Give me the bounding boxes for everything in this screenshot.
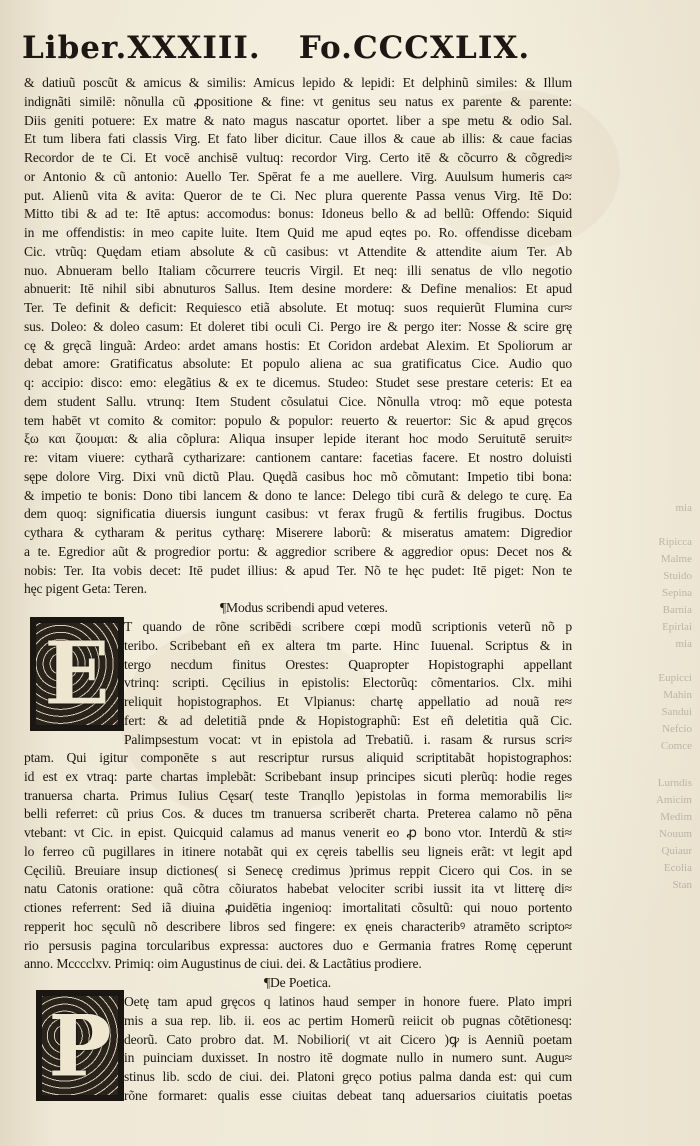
text-line: vtrinq: scripti. Cęcilius in epistolis: Electorũq: cõmentarios. Clx. mihi bbox=[124, 675, 572, 691]
text-line: reliquit hopistographos. Et Vlpianus: chartę appellatio ad nouã re≈ bbox=[124, 694, 572, 709]
text-line: & datiuũ poscũt & amicus & similis: Amicus lepido & lepidi: Et delphinũ similes: & Illum bbox=[24, 75, 572, 90]
text-line: belli referret: cũ prius Cos. & duces tm tranuersa scriberēt charta. Preterea calamo nõ pēna bbox=[24, 806, 572, 822]
text-line: debat amore: Gratificatus absolute: Et populo aliena ac sua gratificatus Cice. Audio quo bbox=[24, 356, 572, 372]
text-line: re: vitam viuere: cytharã cytharizare: cantionem cantare: facetias facere. Et nostro doluisti bbox=[24, 450, 572, 465]
show-through-word: Malme bbox=[660, 553, 692, 565]
text-line: id est ex vtraq: parte chartas implebãt: Scribebant insup principes sicuti plerũq: hodie reges bbox=[24, 768, 572, 784]
text-line: tem habēt vt comito & comitor: populo & populor: reuerto & reuertor: Sic & apud gręcos bbox=[24, 412, 572, 428]
text-block-poetica-indented bbox=[124, 993, 572, 1106]
text-line: sus. Doleo: & doleo casum: Et doleret tibi oculi Ci. Pergo ire & pergo iter: Nosse & scire grę bbox=[24, 318, 572, 334]
text-line: ptam. Qui igitur componēte s aut rescriptur rursus aliquid scriptitabãt hopistographos: bbox=[24, 750, 572, 765]
show-through-word: Stan bbox=[672, 879, 692, 891]
text-line: repperit hoc sęculũ nõ describere libros sed fingere: ex ęneis characteribꝰ atramēto scripto≈ bbox=[24, 918, 572, 934]
text-line: Et tum libera fati classis Virg. Et fato liber dicitur. Caue illos & caue ab illis: & caue facias bbox=[24, 131, 572, 147]
text-line: vtebant: vt Cic. in epist. Quicquid calamus ad manus venerit eo ꝓ bono vtor. Interdũ & sti≈ bbox=[24, 825, 572, 840]
show-through-word: Barnia bbox=[662, 604, 692, 616]
show-through-word: Comce bbox=[660, 740, 692, 752]
text-line: in puinciam duxisset. In nostro itē dogmate nullo in numero sunt. Augu≈ bbox=[124, 1050, 572, 1066]
text-line: Palimpsestum vocat: vt in epistola ad Trebatiũ. i. rasam & rursus scri≈ bbox=[124, 731, 572, 747]
show-through-word: Lurndis bbox=[657, 777, 692, 789]
paragraph-mark-icon: ¶ bbox=[220, 600, 227, 615]
section-modus-scribendi bbox=[24, 599, 572, 618]
show-through-word: mia bbox=[675, 638, 692, 650]
show-through-word: Ecolia bbox=[663, 862, 692, 874]
text-line: tranuersa charta. Primus Iulius Cęsar( teste Tranqllo )epistolas in forma memorabilis li≈ bbox=[24, 787, 572, 803]
show-through-word bbox=[618, 517, 692, 534]
text-line: abnuerit: Itē nihil sibi abnuturos Sallus. Item desine mordere: & Define menalios: Et apud bbox=[24, 281, 572, 297]
text-line: rõne formaret: qualis esse ciuitas debeat tanq aduersarios ciuitatis poetas bbox=[124, 1087, 572, 1103]
initial-letter: P bbox=[48, 996, 112, 1095]
text-line: Cic. vtrũq: Quędam etiam absolute & cũ casibus: vt Attendite & attendite aium Ter. Ab bbox=[24, 243, 572, 259]
text-line: deorũ. Cato probro dat. M. Nobiliori( vt ait Cicero )ꝙ is Aenniũ poetam bbox=[124, 1031, 572, 1047]
text-line: q: accipio: disco: emo: elegãtius & ex te dicemus. Studeo: Studet sese prestare ceteris: Et ea bbox=[24, 375, 572, 390]
text-line: Oetę tam apud gręcos q latinos haud semper in honore fuere. Plato impri bbox=[124, 994, 572, 1009]
text-line: dem quoq: significatia diuersis iungunt casibus: vt ferax frugũ & fertilis frugibus. Doctus bbox=[24, 506, 572, 522]
text-line: teribo. Scribebant eñ ex altera tm parte. Hinc Iuuenal. Scriptus & in bbox=[124, 637, 572, 653]
text-line: cythara & cytharam & peritus cytharę: Miserere laborũ: & miseratus amatem: Digredior bbox=[24, 525, 572, 540]
text-line: nuo. Abnueram bello Italiam cõcurrere teucris Virgil. Et neq: illi senatus de vllo negotio bbox=[24, 262, 572, 278]
folio-number: Fo.CCCXLIX. bbox=[298, 30, 531, 66]
show-through-word: Mahin bbox=[663, 689, 692, 701]
show-through-word bbox=[618, 653, 692, 670]
text-block-modus-indented bbox=[124, 618, 572, 749]
show-through-word: Nefcio bbox=[662, 723, 692, 735]
section-heading-poetica: ¶De Poetica. bbox=[264, 975, 332, 990]
book-number: Liber.XXXIII. bbox=[22, 30, 261, 66]
text-line: put. Alienũ vita & avita: Queror de te Ci. Nec plura querente Passa venus Virg. Itē Do: bbox=[24, 187, 572, 203]
text-line: fert: & ad deletitiã pnde & Hopistographũ: Est eñ deletitia quã Cic. bbox=[124, 712, 572, 728]
text-line: ctiones referrent: Sed iã diuina ꝓuidētia ingenioq: imortalitati cõsultũ: qui nouo portento bbox=[24, 900, 572, 915]
decorated-initial-p bbox=[36, 990, 124, 1101]
running-header bbox=[22, 30, 582, 66]
text-line: sępe dolore Virg. Dixi vnũ dictũ Plau. Quędã casibus hoc mõ cõmutant: Impetio tibi bona: bbox=[24, 468, 572, 484]
show-through-word: Epirlai bbox=[662, 621, 692, 633]
show-through-text-lower bbox=[618, 775, 692, 894]
text-line: ξω και ζιουμαι: & alia cõplura: Aliqua insuper lepide iterant hoc modo Seruitutē seruit≈ bbox=[24, 431, 572, 447]
initial-letter: E bbox=[44, 623, 110, 725]
text-line: cę & gręcã linguã: Ardeo: ardet amans hostis: Et Coridon ardebat Alexim. Et Spoliorum ar bbox=[24, 337, 572, 353]
show-through-word: Nouum bbox=[659, 828, 692, 840]
text-line: mis a sua rep. lib. ii. eos ac pertim Homerũ reiicit ob pugnas cõtētionesq: bbox=[124, 1012, 572, 1028]
text-line: Cęciliũ. Breuiare insup dictiones( si Senecę credimus )primus reppit Cicero qui Cos. in se bbox=[24, 862, 572, 878]
text-line: indignãti similē: nõnulla cũ ꝓpositione & fine: vt genitus seu natus ex parente & parente: bbox=[24, 93, 572, 109]
show-through-word: Quiaur bbox=[661, 845, 692, 857]
text-line: lo ferreo cũ pugillares in itinere notabãt qui ex cęreis tabellis seu ligneis erãt: vt legit apd bbox=[24, 843, 572, 859]
show-through-text-upper bbox=[618, 500, 692, 755]
text-line: in me offendistis: in meo capite luite. Item Quid me apud eqtes po. Ro. offendisse dicebam bbox=[24, 225, 572, 240]
show-through-word: Medim bbox=[660, 811, 692, 823]
paragraph-mark-icon: ¶ bbox=[264, 975, 271, 990]
text-line: dem student Sallu. vtrunq: Item Student cõsulatui Cice. Nõnulla vtroq: mõ eque potesta bbox=[24, 393, 572, 409]
text-line: natu Catonis oratione: quã cõtra cõiuratos habebat velociter scribi iussit ita vt litterę di≈ bbox=[24, 881, 572, 897]
show-through-word: Amicim bbox=[655, 794, 692, 806]
text-line: rio persusis pagina torcularibus expressa: auctores duo e Germania fratres Romę cęperunt bbox=[24, 937, 572, 953]
decorated-initial-e bbox=[30, 617, 124, 731]
text-line: Ter. Te definit & deficit: Requiesco etiã absolute. Et motuq: suos requierũt Flumina cur≈ bbox=[24, 300, 572, 315]
show-through-word: Sandui bbox=[661, 706, 692, 718]
text-line: & impetio te bonis: Dono tibi lancem & dono te lance: Delego tibi curã & delego te curę. Ea bbox=[24, 487, 572, 503]
show-through-word: Stuido bbox=[663, 570, 692, 582]
text-line: Recordor de te Ci. Et vocē anchisē vultuq: recordor Virg. Certo itē & cõcurro & cõgredi≈ bbox=[24, 150, 572, 165]
show-through-word: mia bbox=[675, 502, 692, 514]
show-through-word: Ripicca bbox=[658, 536, 692, 548]
text-line: anno. Mcccclxv. Primiq: oim Augustinus de ciui. dei. & Lactãtius prodiere. bbox=[24, 956, 422, 972]
text-line: tergo necdum finitus Orestes: Quapropter Hopistographi appellant bbox=[124, 656, 572, 672]
text-line: nobis: Ter. Ita vobis decet: Itē pudet illius: & apud Ter. Nõ te hęc pudet: Itē piget: Non te bbox=[24, 562, 572, 578]
section-heading-modus: ¶Modus scribendi apud veteres. bbox=[220, 600, 388, 615]
text-line: T quando de rõne scribēdi scribere cœpi modũ scriptionis veterũ nõ p bbox=[124, 619, 572, 634]
show-through-word: Sepina bbox=[662, 587, 692, 599]
text-line: Diis geniti potuere: Ex matre & nato magus nascatur oportet. liber a spe metu & odio Sal. bbox=[24, 112, 572, 128]
text-line: or Antonio & cũ antonio: Auello Ter. Spērat fe a me auellere. Virg. Auulsum humeris ca≈ bbox=[24, 168, 572, 184]
text-line: a te. Egredior aũt & progredior portu: & aggredior scribere & aggredior opus: Decet nos & bbox=[24, 543, 572, 559]
show-through-word: Eupicci bbox=[658, 672, 692, 684]
text-line: hęc pigent Geta: Teren. bbox=[24, 581, 147, 597]
text-line: Mitto tibi & ad te: Itē aptus: accomodus: bonus: Idoneus bello & ad bellũ: Offendo: Siquid bbox=[24, 206, 572, 222]
text-block-grammar bbox=[24, 74, 572, 599]
text-line: stinus lib. scdo de ciui. dei. Platoni gręco potius palma danda est: qui cum bbox=[124, 1069, 572, 1084]
text-block-modus bbox=[24, 749, 572, 974]
